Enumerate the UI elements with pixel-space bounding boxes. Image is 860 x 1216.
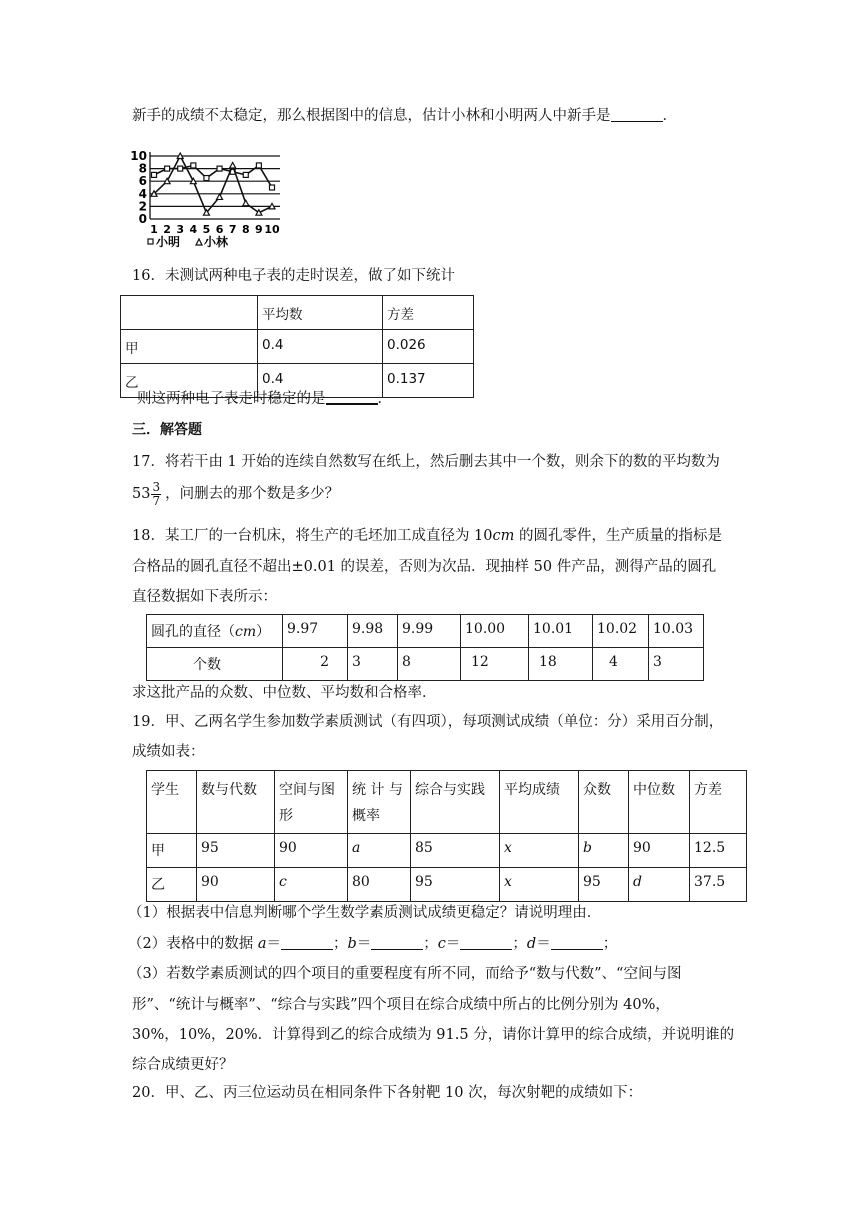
series-line-triangle <box>154 156 272 213</box>
legend-square-icon <box>148 239 153 244</box>
table-row <box>147 834 747 868</box>
table-header-variance: 方差 <box>383 296 474 330</box>
mixed-number-whole: 53 <box>132 486 151 502</box>
q16-stem: 16．未测试两种电子表的走时误差，做了如下统计 <box>132 268 455 284</box>
header-text: ） <box>256 624 271 640</box>
table-header-mean: 平均数 <box>258 296 383 330</box>
variable: d <box>526 936 537 952</box>
x-tick-label: 4 <box>189 223 198 236</box>
sub2-text: （2）表格中的数据 <box>128 936 258 952</box>
table-cell: 9.98 <box>348 615 398 648</box>
table-header: 中位数 <box>629 771 690 834</box>
data-point-triangle <box>177 153 183 159</box>
answer-blank <box>371 935 423 950</box>
variable: x <box>504 874 512 890</box>
table-cell: 95 <box>411 868 500 902</box>
fraction-numerator: 3 <box>152 479 161 494</box>
table-cell: 12.5 <box>690 834 747 868</box>
x-tick-label: 3 <box>176 223 185 236</box>
table-cell: 9.99 <box>398 615 461 648</box>
data-point-square <box>217 166 222 171</box>
q18-text: 18．某工厂的一台机床，将生产的毛坯加工成直径为 10 <box>132 528 493 544</box>
y-tick-label: 0 <box>138 212 147 226</box>
table-cell: 2 <box>283 648 348 681</box>
table-header: 综合与实践 <box>411 771 500 834</box>
table-row <box>121 296 474 330</box>
answer-blank <box>281 935 333 950</box>
data-point-square <box>165 166 170 171</box>
table-cell: 10.00 <box>461 615 529 648</box>
table-cell: 37.5 <box>690 868 747 902</box>
table-header <box>275 771 348 834</box>
q19-sub1: （1）根据表中信息判断哪个学生数学素质测试成绩更稳定？请说明理由． <box>128 905 602 921</box>
fraction-denominator: 7 <box>152 493 161 508</box>
table-cell: 95 <box>197 834 275 868</box>
table-cell <box>500 834 579 868</box>
answer-blank <box>551 935 603 950</box>
variable: b <box>583 840 592 856</box>
data-point-triangle <box>164 178 170 184</box>
header-text: 统 计 与 <box>352 782 403 798</box>
data-point-square <box>191 163 196 168</box>
table-header: 平均成绩 <box>500 771 579 834</box>
header-text: 概率 <box>352 808 380 824</box>
table-header: 方差 <box>690 771 747 834</box>
x-tick-label: 1 <box>150 223 158 236</box>
table-header: 学生 <box>147 771 197 834</box>
variable: a <box>257 936 267 952</box>
data-point-square <box>270 185 275 190</box>
table-cell: 0.026 <box>383 330 474 364</box>
table-cell: 90 <box>275 834 348 868</box>
table-cell: 10.02 <box>593 615 649 648</box>
q19-line1: 19．甲、乙两名学生参加数学素质测试（有四项），每项测试成绩（单位：分）采用百分制， <box>132 714 724 730</box>
x-tick-label: 5 <box>202 223 211 236</box>
x-tick-label: 10 <box>264 223 280 236</box>
y-tick-label: 10 <box>130 149 147 163</box>
q17-line2 <box>132 479 732 509</box>
q17-line1: 17．将若干由 1 开始的连续自然数写在纸上，然后删去其中一个数，则余下的数的平均数为 <box>132 454 720 470</box>
table-cell <box>500 868 579 902</box>
table-row <box>121 330 474 364</box>
table-header <box>147 615 283 648</box>
table-header: 众数 <box>579 771 629 834</box>
q19-sub2: （2）表格中的数据 a＝ ；b＝ ；c＝ ；d＝ ； <box>128 936 618 952</box>
x-tick-label: 7 <box>228 223 237 236</box>
q19-sub3-line3: 30%，10%，20%．计算得到乙的综合成绩为 91.5 分，请你计算甲的综合成绩，并说明谁的 <box>132 1027 735 1043</box>
q18-line2: 合格品的圆孔直径不超出±0.01 的误差，否则为次品．现抽样 50 件产品，测得产品的圆孔 <box>132 559 717 575</box>
table-cell: 10.03 <box>649 615 704 648</box>
q19-table <box>146 770 747 902</box>
header-text: 圆孔的直径（ <box>151 624 235 640</box>
table-cell: 3 <box>348 648 398 681</box>
table-cell: 95 <box>579 868 629 902</box>
data-point-square <box>204 176 209 181</box>
data-point-triangle <box>217 194 223 200</box>
table-cell <box>579 834 629 868</box>
x-tick-label: 6 <box>215 223 224 236</box>
y-tick-label: 8 <box>138 161 147 176</box>
table-cell <box>275 868 348 902</box>
y-tick-label: 2 <box>138 199 147 214</box>
data-point-square <box>243 172 248 177</box>
q19-sub3-line4: 综合成绩更好？ <box>132 1057 234 1073</box>
y-tick-label: 6 <box>138 174 147 189</box>
section-heading: 三．解答题 <box>132 422 202 438</box>
x-tick-label: 8 <box>241 223 250 236</box>
variable: c <box>437 936 446 952</box>
table-header: 个数 <box>147 648 283 681</box>
table-cell: 3 <box>649 648 704 681</box>
table-header <box>348 771 411 834</box>
q18-tail: 求这批产品的众数、中位数、平均数和合格率． <box>132 685 437 701</box>
table-cell: 甲 <box>147 834 197 868</box>
table-cell: 甲 <box>121 330 258 364</box>
q15-text: 新手的成绩不太稳定，那么根据图中的信息，估计小林和小明两人中新手是 ． <box>132 108 677 124</box>
variable: a <box>352 840 361 856</box>
table-cell: 18 <box>529 648 593 681</box>
data-point-triangle <box>190 178 196 184</box>
unit: cm <box>492 528 515 544</box>
q20-stem: 20．甲、乙、丙三位运动员在相同条件下各射靶 10 次，每次射靶的成绩如下： <box>132 1085 643 1101</box>
header-text: 空间与图 <box>279 782 335 798</box>
table-header: 数与代数 <box>197 771 275 834</box>
unit: cm <box>235 624 257 640</box>
table-cell: 0.4 <box>258 364 383 398</box>
data-point-square <box>152 172 157 177</box>
table-cell: 12 <box>461 648 529 681</box>
fraction <box>151 481 161 508</box>
legend-triangle-icon <box>196 239 202 245</box>
data-point-triangle <box>243 200 249 206</box>
x-tick-label: 2 <box>163 223 171 236</box>
q18-line3: 直径数据如下表所示： <box>132 589 277 605</box>
q18-line1 <box>132 526 732 546</box>
table-cell: 乙 <box>121 364 258 398</box>
q17-question: ，问删去的那个数是多少？ <box>165 486 340 502</box>
table-cell: 90 <box>197 868 275 902</box>
table-cell: 8 <box>398 648 461 681</box>
legend-xiaoming: 小明 <box>156 235 181 249</box>
table-cell: 10.01 <box>529 615 593 648</box>
variable: d <box>633 874 642 890</box>
table-row <box>147 771 747 834</box>
data-point-square <box>178 166 183 171</box>
table-cell: 0.4 <box>258 330 383 364</box>
q19-line2: 成绩如表： <box>132 744 205 760</box>
table-cell: 4 <box>593 648 649 681</box>
table-cell <box>629 868 690 902</box>
x-tick-label: 9 <box>255 223 263 236</box>
y-tick-label: 4 <box>138 186 147 201</box>
q16-tail-text: 则这两种电子表走时稳定的是 <box>137 391 326 407</box>
table-cell: 乙 <box>147 868 197 902</box>
answer-blank <box>326 389 378 405</box>
variable: c <box>279 874 287 890</box>
table-cell: 0.137 <box>383 364 474 398</box>
table-cell: 85 <box>411 834 500 868</box>
variable: x <box>504 840 512 856</box>
data-point-triangle <box>269 203 275 209</box>
table-cell: 9.97 <box>283 615 348 648</box>
line-chart <box>130 148 294 254</box>
q18-text: 的圆孔零件，生产质量的指标是 <box>514 528 722 544</box>
data-point-triangle <box>230 162 236 168</box>
table-cell: 80 <box>348 868 411 902</box>
legend-xiaolin: 小林 <box>204 235 229 249</box>
q15-stem: 新手的成绩不太稳定，那么根据图中的信息，估计小林和小明两人中新手是 <box>132 108 611 124</box>
data-point-square <box>256 163 261 168</box>
q19-sub3-line2: 形”、“统计与概率”、“综合与实践”四个项目在综合成绩中所占的比例分别为 40%， <box>132 997 670 1013</box>
table-cell <box>348 834 411 868</box>
table-cell: 90 <box>629 834 690 868</box>
table-row <box>147 615 704 648</box>
q18-table <box>146 614 704 681</box>
answer-blank <box>611 107 663 122</box>
answer-blank <box>460 935 512 950</box>
q16-table <box>120 295 474 398</box>
table-cell <box>121 296 258 330</box>
variable: b <box>347 936 357 952</box>
header-text: 形 <box>279 808 293 824</box>
q16-tail: 则这两种电子表走时稳定的是 ． <box>137 391 392 407</box>
q19-sub3-line1: （3）若数学素质测试的四个项目的重要程度有所不同，而给予“数与代数”、“空间与图 <box>128 966 682 982</box>
table-row <box>147 648 704 681</box>
table-row <box>147 868 747 902</box>
